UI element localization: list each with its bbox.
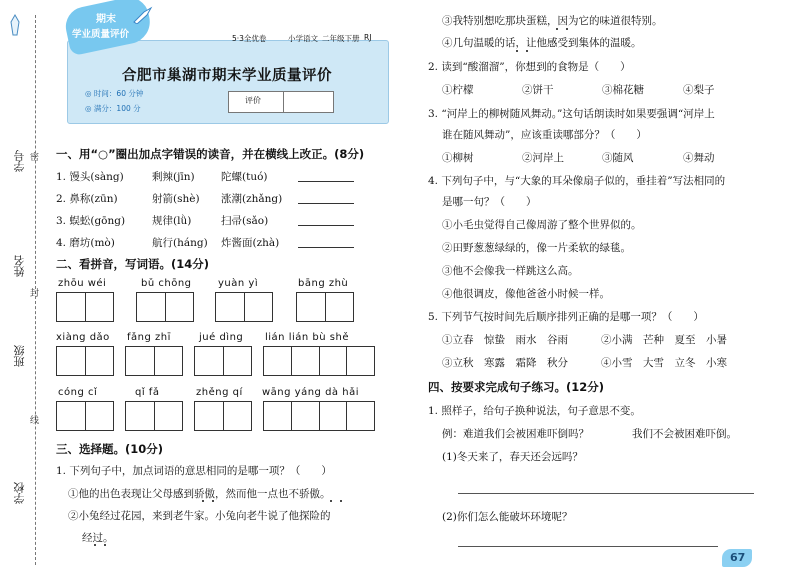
emphasis-dot [340,500,342,502]
pinyin-item: 4. 磨坊(mò) [56,237,115,249]
section3-heading: 三、选择题。(10分) [56,442,164,456]
pinyin-prompt: lián lián bù shě [265,332,349,343]
section4-question-1: 1. 照样子，给句子换种说法，句子意思不变。 [428,405,641,417]
option-2d: ④梨子 [683,84,715,96]
option-4a: ①小毛虫觉得自己像周游了整个世界似的。 [442,219,642,231]
option-2b: ②饼干 [522,84,554,96]
emphasis-dot [94,544,96,546]
writing-grid[interactable] [56,346,114,376]
section2-heading: 二、看拼音，写词语。(14分) [56,257,210,271]
emphasis-dot [212,500,214,502]
answer-line[interactable] [298,203,354,204]
pinyin-item: 射箭(shè) [152,193,200,205]
practice-1: (1)冬天来了，春天还会远吗？ [442,451,583,463]
edition-label: RJ [364,33,372,42]
grade-label: 二年级下册 [322,34,360,43]
option-4c: ③他不会像我一样跳这么高。 [442,265,579,277]
option-1c: ③我特别想吃那块蛋糕，因为它的味道很特别。 [442,15,663,27]
school-label: 学校 [13,482,26,504]
series-label: 5·3全优卷 [232,34,267,43]
score-box[interactable] [228,91,334,113]
writing-grid[interactable] [194,346,252,376]
pinyin-prompt: xiàng dǎo [56,332,110,343]
answer-line[interactable] [298,225,354,226]
class-label: 班级 [13,345,26,367]
writing-grid[interactable] [125,401,183,431]
writing-grid[interactable] [263,346,375,376]
pinyin-prompt: jué dìng [199,332,244,343]
pinyin-item: 航行(háng) [152,237,208,249]
answer-line[interactable] [458,546,718,547]
answer-line[interactable] [458,493,754,494]
emphasis-dot [526,50,528,52]
writing-grid[interactable] [263,401,375,431]
writing-grid[interactable] [56,292,114,322]
pinyin-prompt: wāng yáng dà hǎi [262,387,359,398]
option-2a: ①柠檬 [442,84,474,96]
pinyin-prompt: zhěng qí [196,387,243,398]
option-5d: ④小雪 大雪 立冬 小寒 [601,357,727,369]
option-3d: ④舞动 [683,152,715,164]
score-label: 评价 [245,96,261,105]
section1-heading: 一、用“○”圈出加点字错误的读音，并在横线上改正。(8分) [56,147,365,161]
seal-mark: 密 [30,153,40,163]
pinyin-item: 3. 蜈蚣(gōng) [56,215,126,227]
name-label: 姓名 [13,255,26,277]
option-5b: ②小满 芒种 夏至 小暑 [601,334,727,346]
question-3: 3. “河岸上的柳树随风舞动。”这句话朗读时如果要强调“河岸上 [428,108,715,120]
option-1b-cont: 经过。 [82,532,114,544]
option-3c: ③随风 [602,152,634,164]
badge-line1: 期末 [96,14,116,25]
question-1: 1. 下列句子中，加点词语的意思相同的是哪一项？（ ） [56,465,332,477]
option-5c: ③立秋 寒露 霜降 秋分 [442,357,568,369]
option-4d: ④他很调皮，像他爸爸小时候一样。 [442,288,610,300]
pen-icon [8,14,22,36]
question-4: 4. 下列句子中，与“大象的耳朵像扇子似的，垂挂着”写法相同的 [428,175,726,187]
pinyin-prompt: zhōu wéi [58,278,107,289]
student-id-label: 学号 [13,150,26,172]
option-1d: ④几句温暖的话，让他感受到集体的温暖。 [442,37,642,49]
pinyin-item: 规律(lǜ) [152,215,192,227]
rocket-icon [132,6,154,24]
writing-grid[interactable] [125,346,183,376]
emphasis-dot [556,28,558,30]
pinyin-item: 炸酱面(zhà) [221,237,280,249]
pinyin-item: 扫帚(sǎo) [221,215,269,227]
pinyin-prompt: fǎng zhī [127,332,171,343]
question-3-cont: 谁在随风舞动”，应该重读哪部分？（ ） [442,129,647,141]
example-answer: 我们不会被困难吓倒。 [632,428,737,440]
binding-margin [0,0,42,574]
page-number: 67 [730,551,746,564]
practice-2: (2)你们怎么能破坏环境呢？ [442,511,573,523]
page-number-badge [722,549,752,567]
option-3a: ①柳树 [442,152,474,164]
pinyin-prompt: qǐ fǎ [135,387,160,398]
option-3b: ②河岸上 [522,152,564,164]
option-4b: ②田野葱葱绿绿的，像一片柔软的绿毯。 [442,242,631,254]
badge-line2: 学业质量评价 [72,29,130,40]
seal-mark: 线 [30,416,40,426]
writing-grid[interactable] [56,401,114,431]
writing-grid[interactable] [136,292,194,322]
score-info: ◎ 满分：100 分 [85,104,141,113]
pinyin-item: 陀螺(tuó) [221,171,268,183]
example-sentence: 例：难道我们会被困难吓倒吗？ [442,428,589,440]
question-4-cont: 是哪一句？（ ） [442,196,537,208]
score-divider [283,91,284,113]
option-1a: ①他的出色表现让父母感到骄傲，然而他一点也不骄傲。 [68,488,331,500]
pinyin-item: 剩辣(jīn) [152,171,195,183]
writing-grid[interactable] [215,292,273,322]
option-2c: ③棉花糖 [602,84,644,96]
emphasis-dot [104,544,106,546]
question-5: 5. 下列节气按时间先后顺序排列正确的是哪一项？（ ） [428,311,704,323]
option-1b: ②小兔经过花园，来到老牛家。小兔向老牛说了他探险的 [68,510,331,522]
writing-grid[interactable] [296,292,354,322]
emphasis-dot [516,50,518,52]
answer-line[interactable] [298,181,354,182]
seal-mark: 封 [30,289,40,299]
option-5a: ①立春 惊蛰 雨水 谷雨 [442,334,568,346]
question-2: 2. 读到“酸溜溜”，你想到的食物是（ ） [428,61,631,73]
subject-label: 小学语文 [288,34,318,43]
page-title: 合肥市巢湖市期末学业质量评价 [122,68,332,84]
pinyin-item: 涨潮(zhǎng) [221,193,283,205]
section4-heading: 四、按要求完成句子练习。(12分) [428,380,605,394]
emphasis-dot [202,500,204,502]
pinyin-prompt: bǔ chōng [141,278,192,289]
pinyin-prompt: bāng zhù [298,278,349,289]
time-info: ◎ 时间：60 分钟 [85,89,144,98]
writing-grid[interactable] [194,401,252,431]
pinyin-item: 1. 馒头(sàng) [56,171,124,183]
answer-line[interactable] [298,247,354,248]
emphasis-dot [330,500,332,502]
pinyin-item: 2. 鼻称(zūn) [56,193,118,205]
pinyin-prompt: yuàn yì [218,278,259,289]
pinyin-prompt: cóng cǐ [58,387,98,398]
emphasis-dot [566,28,568,30]
